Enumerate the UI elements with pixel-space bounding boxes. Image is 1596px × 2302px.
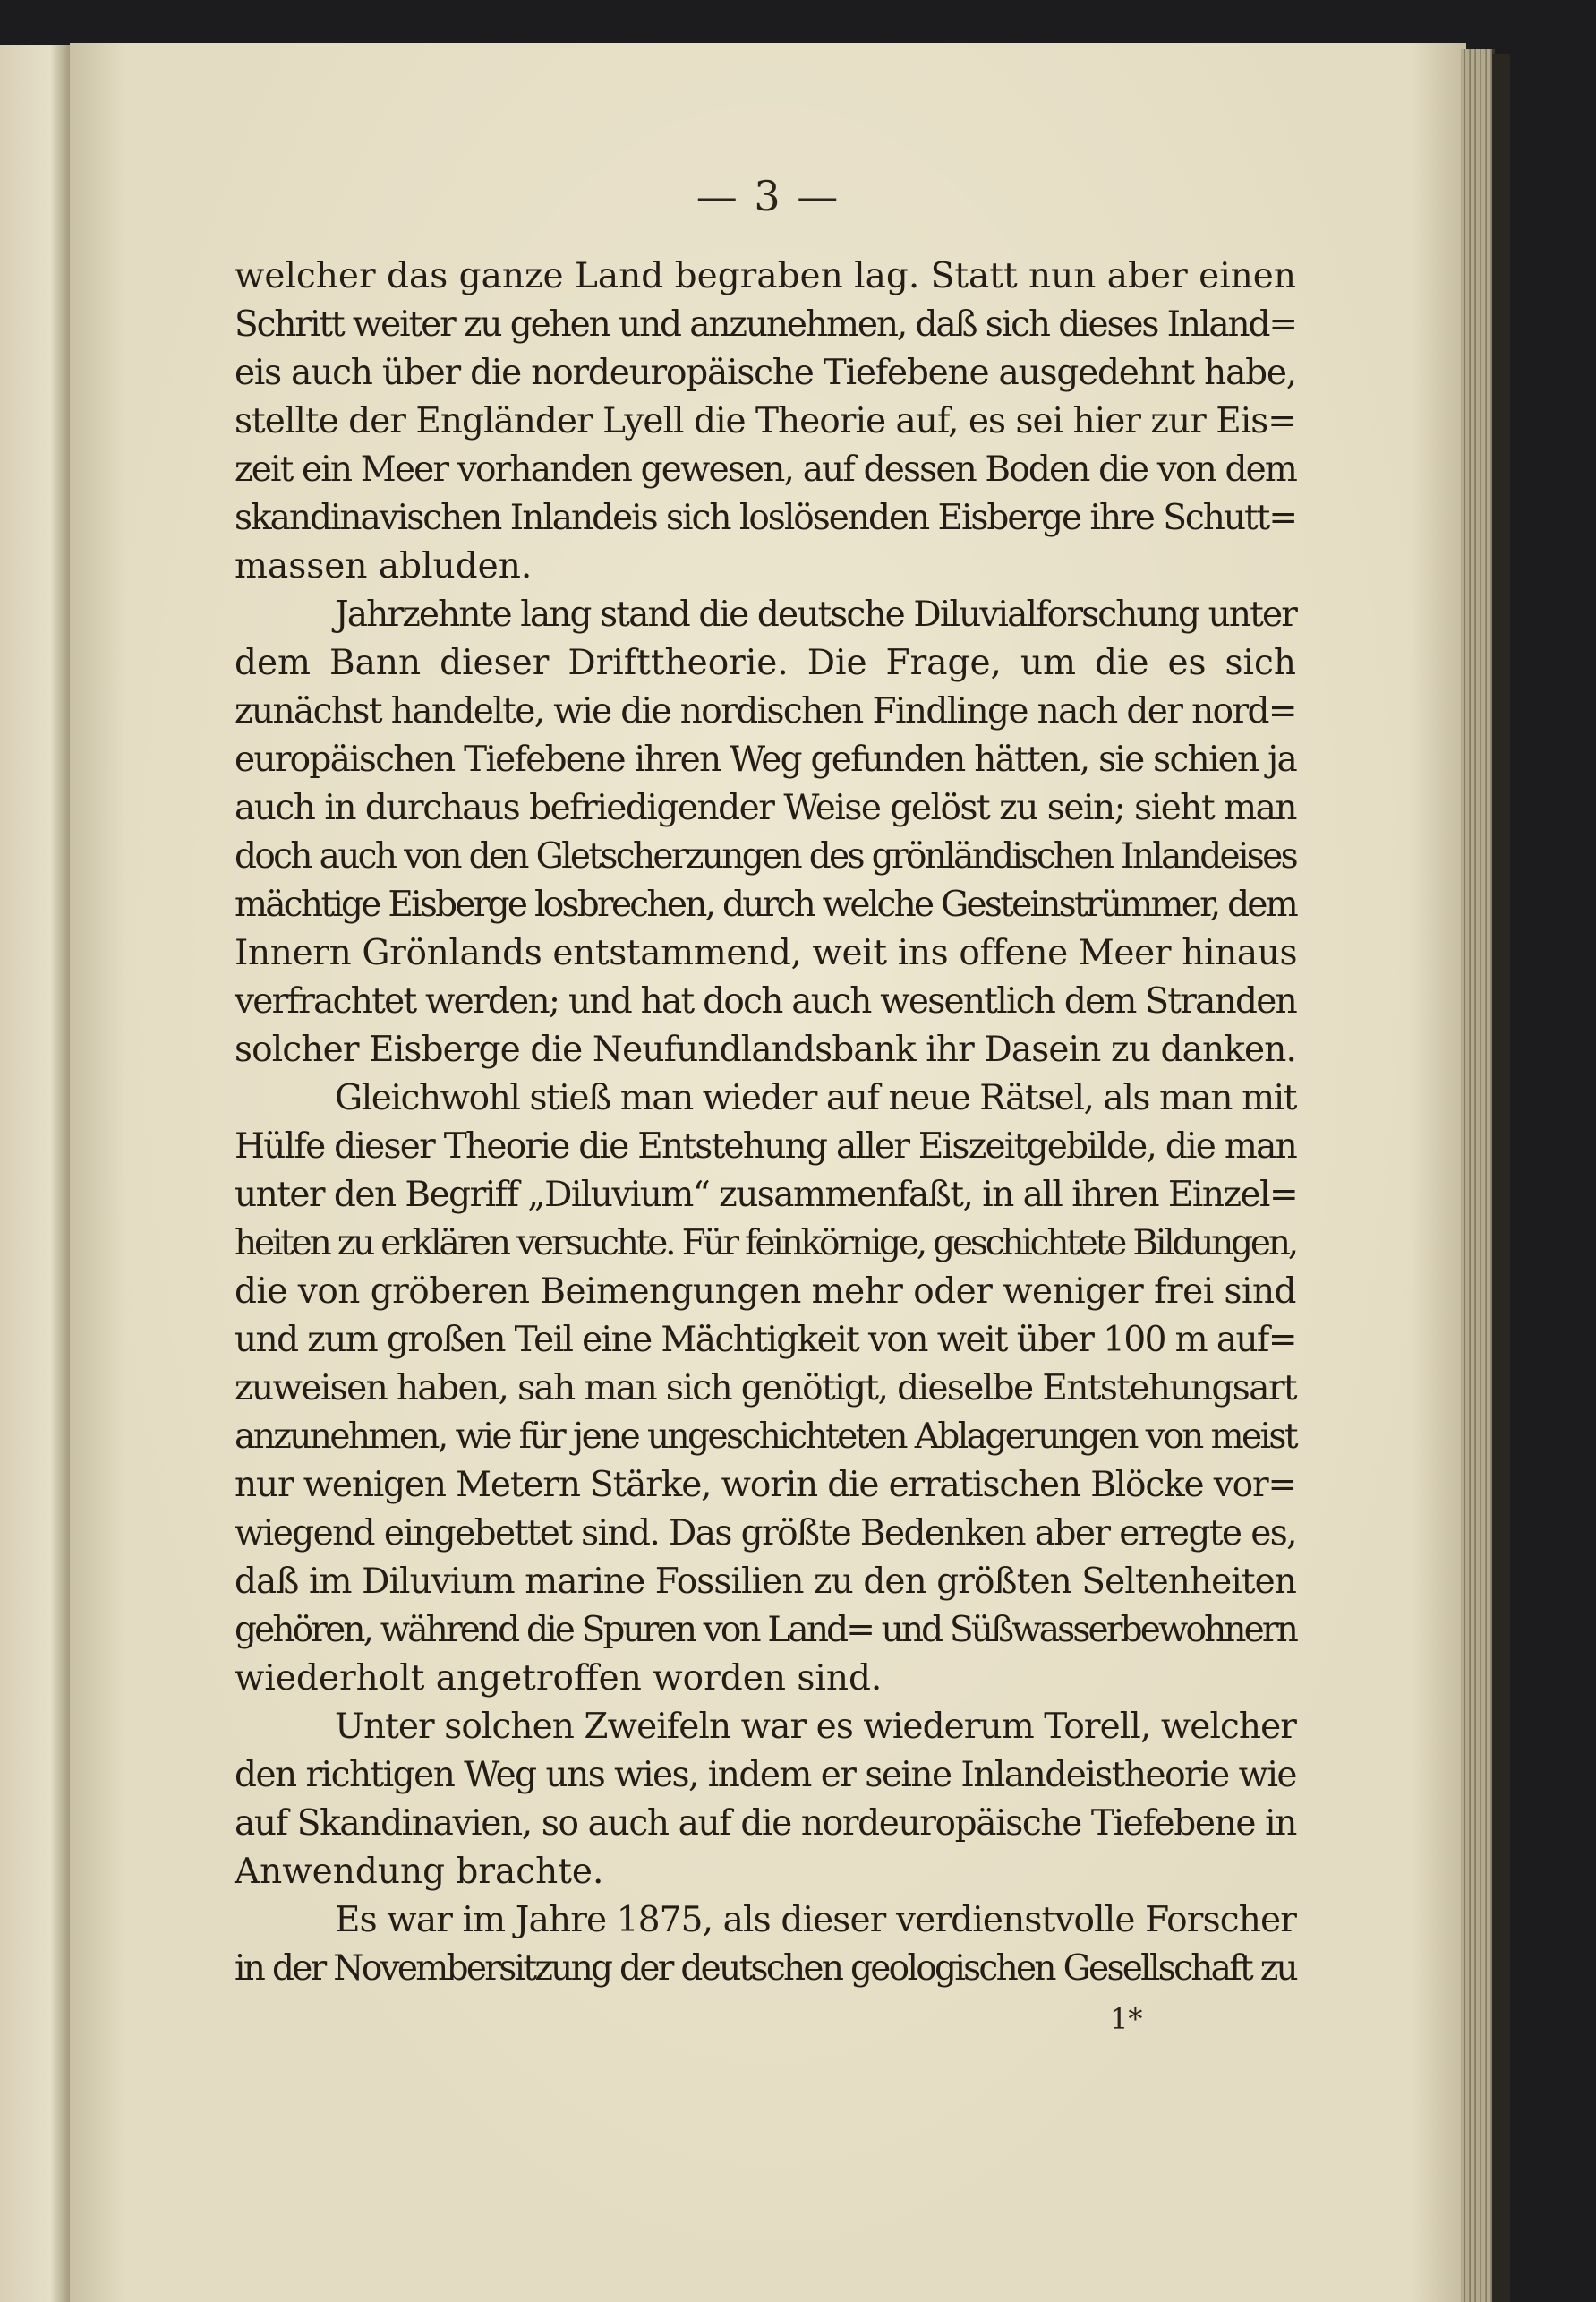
text-line: Anwendung brachte. xyxy=(235,1852,604,1892)
text-line: nur wenigen Metern Stärke, worin die erratischen Blöcke vor= xyxy=(235,1465,1296,1505)
text-line: anzunehmen, wie für jene ungeschichteten Ablagerungen von meist xyxy=(235,1416,1296,1457)
text-line: eis auch über die nordeuropäische Tiefebene ausgedehnt habe, xyxy=(235,353,1296,393)
signature-mark: 1* xyxy=(1110,2002,1143,2036)
text-line: Jahrzehnte lang stand die deutsche Diluvialforschung unter xyxy=(335,595,1296,635)
text-line: Unter solchen Zweifeln war es wiederum Torell, welcher xyxy=(335,1707,1296,1747)
previous-page-edge xyxy=(0,45,72,2302)
text-line: gehören, während die Spuren von Land= und Süßwasserbewohnern xyxy=(235,1610,1296,1650)
text-line: stellte der Engländer Lyell die Theorie auf, es sei hier zur Eis= xyxy=(235,401,1296,441)
text-line: Innern Grönlands entstammend, weit ins offene Meer hinaus xyxy=(235,933,1298,973)
text-line: massen abluden. xyxy=(235,546,533,586)
body-text xyxy=(235,252,1296,1993)
text-line: Gleichwohl stieß man wieder auf neue Rätsel, als man mit xyxy=(335,1078,1296,1118)
text-line: Hülfe dieser Theorie die Entstehung aller Eiszeitgebilde, die man xyxy=(235,1126,1296,1167)
text-line: zeit ein Meer vorhanden gewesen, auf dessen Boden die von dem xyxy=(235,449,1296,490)
page-number: — 3 — xyxy=(696,172,841,220)
text-line: und zum großen Teil eine Mächtigkeit von weit über 100 m auf= xyxy=(235,1320,1296,1360)
text-line: die von gröberen Beimengungen mehr oder weniger frei sind xyxy=(235,1271,1296,1312)
text-line: mächtige Eisberge losbrechen, durch welche Gesteinstrümmer, dem xyxy=(235,885,1296,925)
text-line: dem Bann dieser Drifttheorie. Die Frage, um die es sich xyxy=(235,643,1296,683)
book-binding xyxy=(1492,54,1510,2302)
text-line: zunächst handelte, wie die nordischen Findlinge nach der nord= xyxy=(235,691,1296,732)
text-line: wiegend eingebettet sind. Das größte Bedenken aber erregte es, xyxy=(235,1513,1296,1553)
text-line: doch auch von den Gletscherzungen des grönländischen Inlandeises xyxy=(235,836,1296,877)
text-line: europäischen Tiefebene ihren Weg gefunden hätten, sie schien ja xyxy=(235,740,1296,780)
text-line: den richtigen Weg uns wies, indem er seine Inlandeistheorie wie xyxy=(235,1755,1296,1795)
text-line: wiederholt angetroffen worden sind. xyxy=(235,1658,883,1699)
text-line: auf Skandinavien, so auch auf die nordeuropäische Tiefebene in xyxy=(235,1803,1297,1844)
text-line: Es war im Jahre 1875, als dieser verdienstvolle Forscher xyxy=(335,1900,1296,1940)
text-line: Schritt weiter zu gehen und anzunehmen, daß sich dieses Inland= xyxy=(235,304,1296,345)
text-line: verfrachtet werden; und hat doch auch wesentlich dem Stranden xyxy=(235,981,1297,1022)
page-stack-edge xyxy=(1461,49,1495,2302)
text-line: welcher das ganze Land begraben lag. Statt nun aber einen xyxy=(235,256,1296,296)
text-line: zuweisen haben, sah man sich genötigt, dieselbe Entstehungsart xyxy=(235,1368,1296,1408)
text-line: daß im Diluvium marine Fossilien zu den größten Seltenheiten xyxy=(235,1562,1296,1602)
text-line: heiten zu erklären versuchte. Für feinkörnige, geschichtete Bildungen, xyxy=(235,1223,1296,1263)
text-line: auch in durchaus befriedigender Weise gelöst zu sein; sieht man xyxy=(235,788,1296,828)
text-line: unter den Begriff „Diluvium“ zusammenfaßt, in all ihren Einzel= xyxy=(235,1175,1298,1215)
text-line: in der Novembersitzung der deutschen geologischen Gesellschaft zu xyxy=(235,1948,1296,1989)
text-line: skandinavischen Inlandeis sich loslösenden Eisberge ihre Schutt= xyxy=(235,498,1296,538)
text-line: solcher Eisberge die Neufundlandsbank ihr Dasein zu danken. xyxy=(235,1030,1296,1070)
